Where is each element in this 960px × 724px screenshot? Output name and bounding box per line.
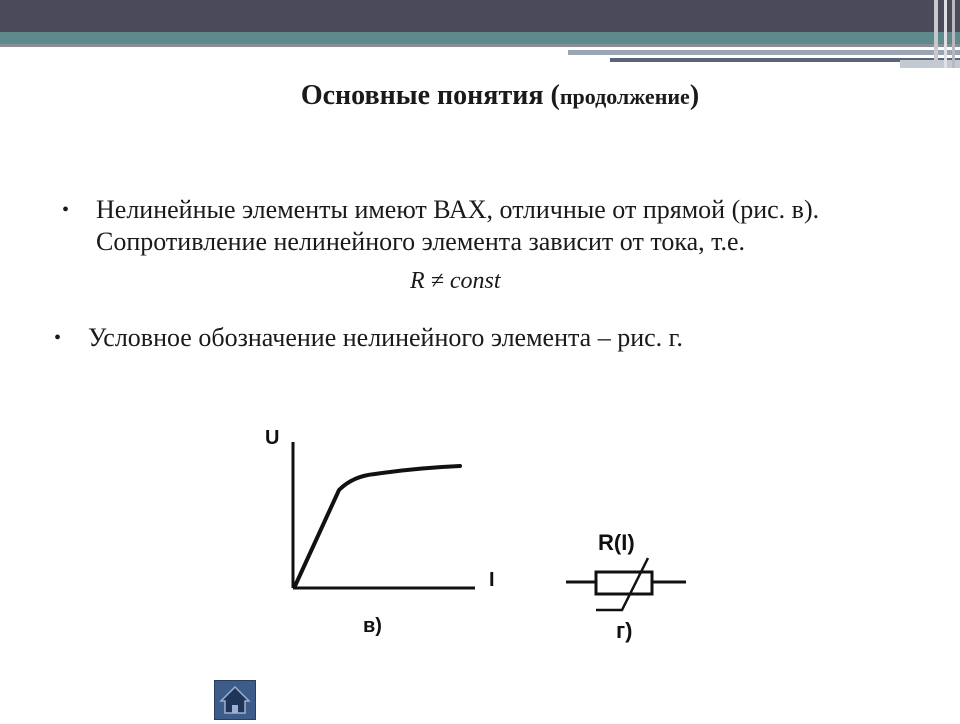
y-axis-label: U [265, 427, 280, 449]
bullet-icon: • [62, 199, 70, 221]
title-main: Основные понятия ( [300, 80, 560, 111]
home-icon [215, 681, 255, 719]
resistor-label: R(I) [598, 530, 635, 555]
nonlinear-resistor-symbol [560, 520, 700, 650]
bullet-text: Нелинейные элементы имеют ВАХ, отличные от прямой (рис. в). Сопротивление нелинейного элемента зависит от тока, т.е. [96, 195, 820, 256]
x-axis-label: I [489, 569, 495, 591]
iv-characteristic-graph [255, 420, 515, 640]
bullet-text: Условное обозначение нелинейного элемента – рис. г. [88, 323, 683, 352]
edge-stripe [952, 0, 955, 68]
resistor-body [596, 572, 652, 594]
bullet-icon: • [54, 327, 62, 349]
bullet-item [62, 194, 916, 258]
gray-stripe [0, 44, 960, 47]
edge-stripe [934, 0, 938, 68]
edge-stripe [944, 0, 947, 68]
accent-line [900, 60, 960, 68]
teal-stripe [0, 32, 960, 44]
title-close: ) [689, 80, 700, 111]
title-sub: продолжение [559, 84, 690, 109]
slide-title [0, 80, 960, 112]
bullet-item [54, 322, 908, 354]
accent-line [568, 50, 960, 55]
top-bar [0, 0, 960, 32]
formula: R ≠ const [410, 268, 501, 294]
figure-caption: в) [363, 615, 382, 637]
figure-caption: г) [616, 618, 633, 643]
iv-curve [295, 466, 460, 586]
home-button[interactable] [214, 680, 256, 720]
